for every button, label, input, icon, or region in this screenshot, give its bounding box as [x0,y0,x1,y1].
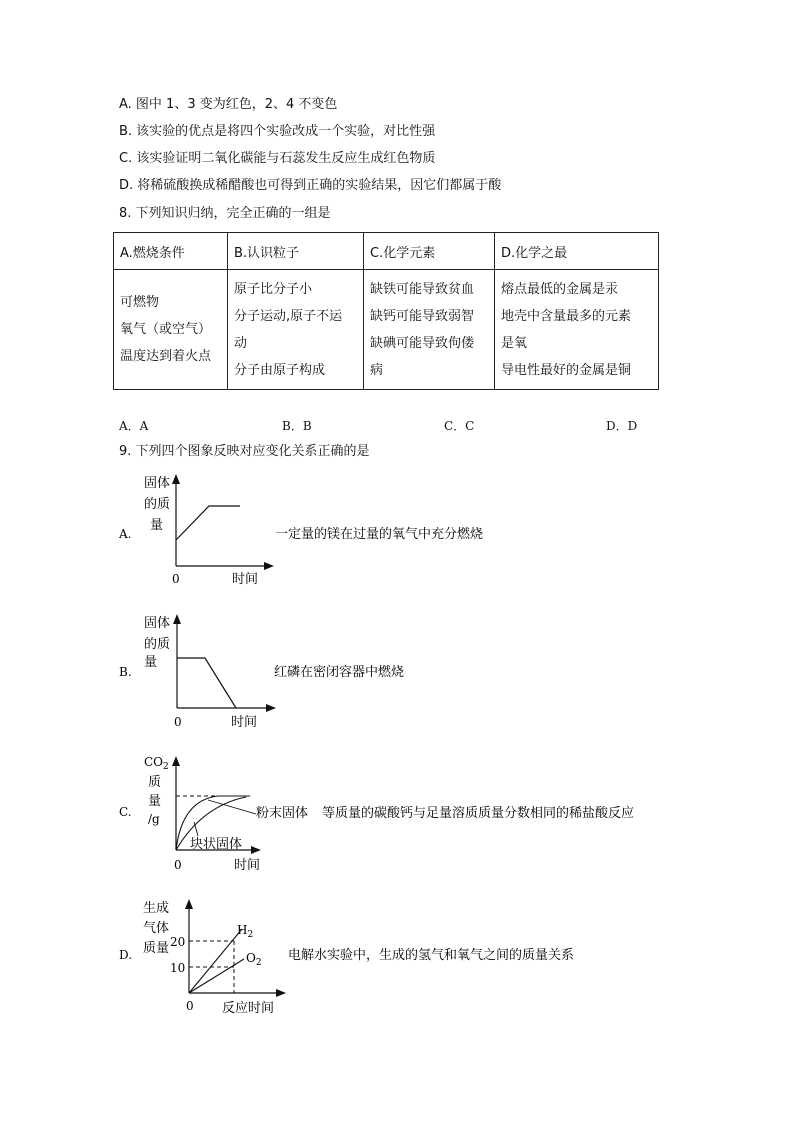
y-axis-arrow [172,474,180,484]
graph-c-ylabel: 量 [148,794,162,809]
origin-label: 0 [174,858,182,872]
cell-text: 地壳中含量最多的元素 [501,308,632,324]
co2-text: CO [144,755,164,769]
graph-b-letter: B. [119,665,132,679]
q8-table [113,232,659,390]
q7-option-a: A. 图中 1、3 变为红色，2、4 不变色 [119,97,338,112]
q8-cell-b [228,270,364,390]
graph-d-letter: D. [119,948,133,962]
x-axis-arrow [276,989,286,997]
q9-stem: 9. 下列四个图象反映对应变化关系正确的是 [119,444,370,459]
graph-a [110,470,530,590]
graph-b-ylabel: 的质 [144,637,171,652]
q8-header-d: D.化学之最 [495,233,659,270]
graph-a-description: 一定量的镁在过量的氧气中充分燃烧 [275,527,484,542]
cell-text: 动 [234,335,248,351]
q8-answer-a: A．A [119,419,149,433]
origin-label: 0 [186,999,194,1013]
x-axis-label: 时间 [231,715,258,730]
cell-text: 病 [370,362,384,378]
cell-text: 原子比分子小 [234,281,313,297]
q8-cell-c [364,270,495,390]
graph-d-ylabel: 质量 [143,941,170,956]
x-axis-label: 时间 [232,572,259,587]
graph-b-ylabel: 固体 [144,616,171,631]
q7-option-d: D. 将稀硫酸换成稀醋酸也可得到正确的实验结果，因它们都属于酸 [119,178,502,193]
graph-d [110,895,610,1020]
graph-b-description: 红磷在密闭容器中燃烧 [274,665,405,680]
q8-cell-d [495,270,659,390]
q8-header-a: A.燃烧条件 [114,233,228,270]
y-axis-arrow [172,756,180,766]
curve-a [176,506,240,540]
cell-text: 是氧 [501,335,528,351]
graph-c-ylabel: 质 [148,775,162,790]
tick-10: 10 [170,961,186,975]
graph-d-ylabel: 气体 [143,921,170,936]
q7-option-c: C. 该实验证明二氧化碳能与石蕊发生反应生成红色物质 [119,151,436,166]
graph-c [110,750,670,875]
h2-subscript: 2 [247,930,254,940]
cell-text: 熔点最低的金属是汞 [501,281,619,297]
q8-answer-b: B．B [282,419,312,433]
tick-20: 20 [170,935,186,949]
graph-c-letter: C. [119,805,132,819]
block-label: 块状固体 [190,837,243,852]
graph-b [110,610,530,732]
x-axis-label: 时间 [234,858,261,873]
graph-c-ylabel-co2 [144,755,169,772]
q8-answer-d: D．D [606,419,638,433]
graph-c-description: 等质量的碳酸钙与足量溶质质量分数相同的稀盐酸反应 [322,806,635,821]
q7-option-b: B. 该实验的优点是将四个实验改成一个实验，对比性强 [119,124,436,139]
cell-text: 分子由原子构成 [234,362,326,378]
powder-label: 粉末固体 [256,806,309,821]
origin-label: 0 [174,715,182,729]
y-axis-arrow [173,614,181,624]
h2-text: H [237,923,248,937]
graph-a-ylabel: 固体 [144,476,171,491]
o2-text: O [246,951,256,965]
x-axis-label: 反应时间 [222,1001,275,1016]
cell-text: 温度达到着火点 [120,349,212,364]
graph-a-ylabel: 的质 [144,497,171,512]
cell-text: 分子运动,原子不运 [234,308,343,324]
graph-c-ylabel: /g [148,812,160,826]
cell-text: 缺钙可能导致弱智 [370,308,475,324]
pointer-powder [208,800,256,814]
cell-text: 可燃物 [120,295,160,310]
x-axis-arrow [264,562,274,570]
cell-text: 导电性最好的金属是铜 [501,362,632,378]
o2-subscript: 2 [255,958,262,968]
x-axis-arrow [251,846,261,854]
co2-subscript: 2 [163,762,169,772]
x-axis-arrow [266,704,276,712]
graph-a-letter: A. [119,527,132,541]
cell-text: 氧气（或空气） [120,322,212,337]
graph-a-ylabel: 量 [150,518,164,533]
h2-label [237,923,253,940]
graph-d-ylabel: 生成 [143,901,170,916]
q8-header-c: C.化学元素 [364,233,495,270]
q8-header-b: B.认识粒子 [228,233,364,270]
y-axis-arrow [185,899,193,909]
q8-answer-c: C．C [444,419,475,433]
graph-d-description: 电解水实验中，生成的氢气和氧气之间的质量关系 [288,948,575,963]
graph-b-ylabel: 量 [144,655,158,670]
cell-text: 缺碘可能导致佝偻 [370,335,475,351]
q8-cell-a [114,270,228,390]
cell-text: 缺铁可能导致贫血 [370,281,475,297]
origin-label: 0 [172,572,180,586]
line-o2 [189,959,244,993]
q8-stem: 8. 下列知识归纳，完全正确的一组是 [119,206,331,221]
curve-b [177,658,236,708]
o2-label [246,951,262,968]
